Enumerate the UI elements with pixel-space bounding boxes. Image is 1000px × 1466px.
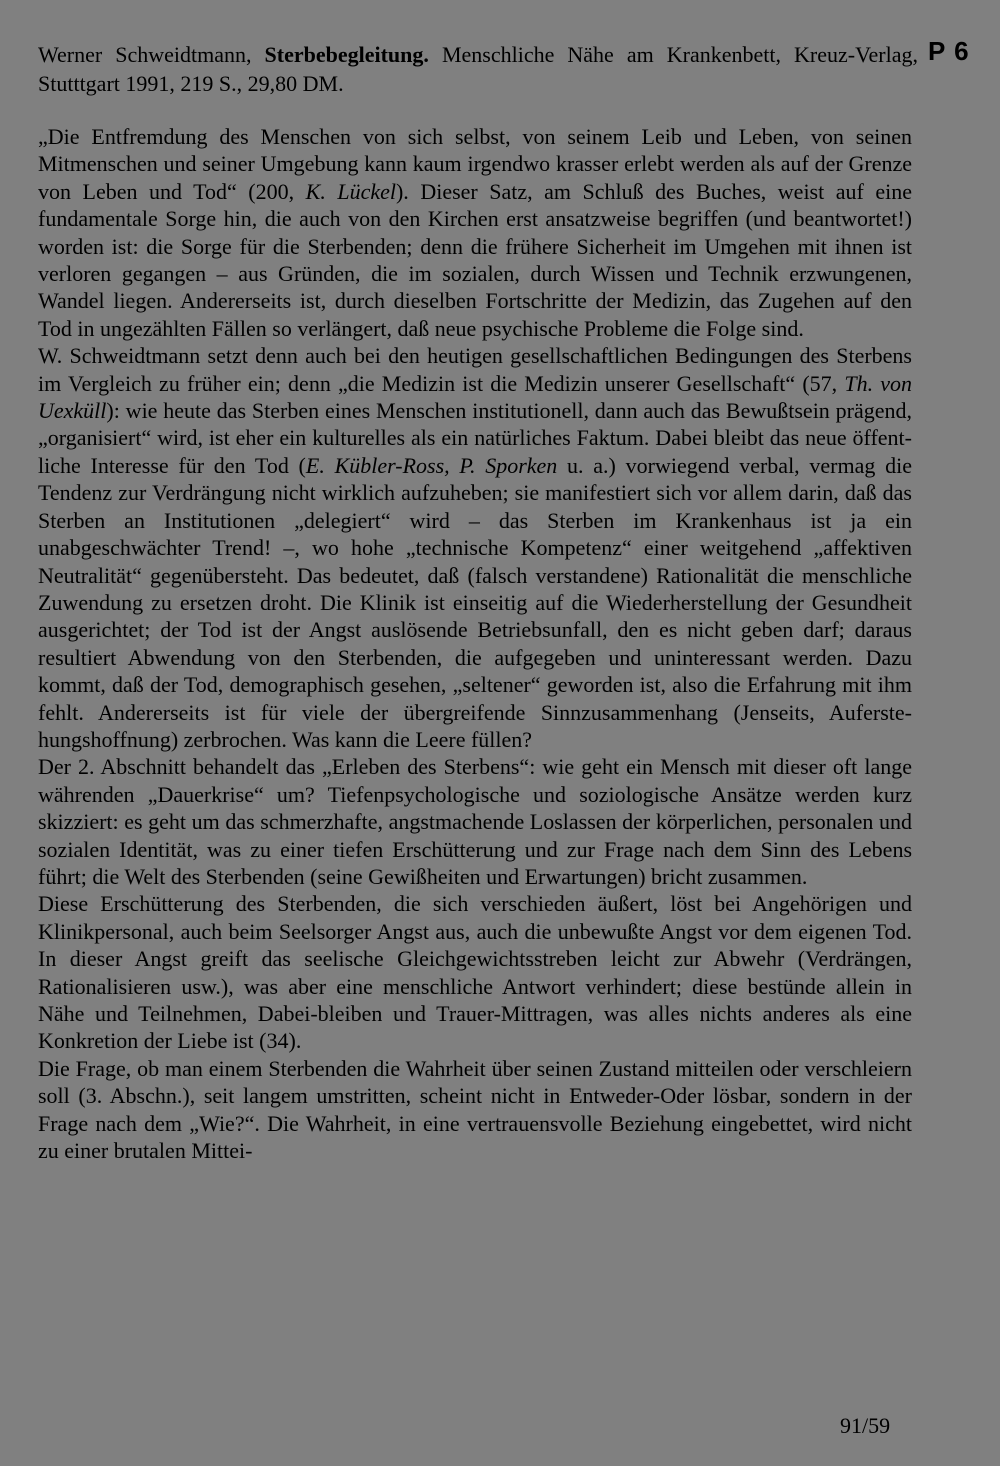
page-number: 91/59 [840, 1413, 891, 1438]
page-label: P 6 [928, 36, 970, 66]
text-run: u. a.) vorwiegend verbal, vermag die Tendenz zur Verdrängung nicht wirklich aufzuheben; sie manifestiert sich vor allem darin, daß das Sterben an Institutionen „delegiert“ wird – das Sterben im Krankenhaus ist ja ein unabgeschwächter Trend! –, wo hohe „technische Kompetenz“ einer weitgehend „affektiven Neutralität“ gegenübersteht. Das bedeutet, daß (falsch verstandene) Rationalität die menschliche Zuwendung zu ersetzen droht. Die Klinik ist einseitig auf die Wiederherstellung der Gesundheit ausgerichtet; der Tod ist der Angst auslösende Betriebsunfall, den es nicht geben darf; daraus resultiert Abwendung von den Sterbenden, die aufgegeben und uninteressant werden. Dazu kommt, daß der Tod, demographisch gesehen, „seltener“ geworden ist, also die Erfahrung mit ihm fehlt. Andererseits ist für viele der übergreifende Sinnzusammenhang (Jenseits, Auferstehungshoffnung) zerbrochen. Was kann die Leere füllen? [38, 452, 913, 752]
bibliographic-header [38, 40, 918, 98]
text-run: Der 2. Abschnitt behandelt das „Erleben des Sterbens“: wie geht ein Mensch mit dieser oft lange währenden „Dauerkrise“ um? Tiefenpsychologische und soziologische Ansätze werden kurz skizziert: es geht um das schmerzhafte, angstmachende Loslassen der körperlichen, personalen und sozialen Identität, was zu einer tiefen Erschütterung und zur Frage nach dem Sinn des Lebens führt; die Welt des Sterbenden (seine Gewißheiten und Erwartungen) bricht zusammen. [38, 754, 912, 889]
text-run: W. Schweidtmann setzt denn auch bei den heutigen gesellschaftlichen Bedingungen des Sterbens im Vergleich zu früher ein; denn „die Medizin ist die Medizin unserer Gesellschaft“ (57, [38, 343, 912, 396]
text-run: Diese Erschütterung des Sterbenden, die sich verschieden äußert, löst bei Angehörigen und Klinikpersonal, auch beim Seelsorger Angst aus, auch die unbewußte Angst vor dem eigenen Tod. In dieser Angst greift das seelische Gleichgewichtsstreben leicht zur Abwehr (Verdrängen, Rationalisieren usw.), was aber eine menschliche Antwort verhindert; diese bestünde allein in Nähe und Teilnehmen, Dabei-bleiben und Trauer-Mittragen, was alles nichts anderes als eine Konkretion der Liebe ist (34). [38, 891, 912, 1054]
paragraph-1 [38, 123, 912, 342]
paragraph-5 [38, 1055, 912, 1165]
italic-name: Th. von Uexküll [38, 370, 912, 424]
text-run: Die Frage, ob man einem Sterbenden die Wahrheit über seinen Zustand mitteilen oder verschleiern soll (3. Abschn.), seit langem umstritten, scheint nicht in Entweder-Oder lösbar, sondern in der Frage nach dem „Wie?“. Die Wahrheit, in eine vertrauensvolle Beziehung eingebettet, wird nicht zu einer brutalen Mittei- [38, 1055, 912, 1164]
text-run: ): wie heute das Sterben eines Menschen institutionell, dann auch das Bewußtsein prägend, „organisiert“ wird, ist eher ein kulturelles als ein natürliches Faktum. Dabei bleibt das neue öffentliche Interesse für den Tod ( [38, 398, 912, 478]
book-title: Sterbebegleitung. [264, 42, 429, 67]
text-run: „Die Entfremdung des Menschen von sich selbst, von seinem Leib und Leben, von seinen Mitmenschen und seiner Umgebung kann kaum irgendwo krasser erlebt werden als auf der Grenze von Leben und Tod“ (200, [38, 124, 912, 204]
book-subtitle: Menschliche Nähe am Krankenbett, [428, 42, 794, 67]
paragraph-2 [38, 342, 912, 753]
paragraph-3 [38, 753, 912, 890]
italic-name: E. Kübler-Ross, P. Sporken [305, 452, 558, 478]
author: Werner Schweidtmann, [38, 42, 265, 67]
review-body [38, 123, 912, 1164]
publication-info: Kreuz-Verlag, Stutttgart 1991, 219 S., 29,80 DM. [38, 42, 918, 96]
paragraph-4 [38, 890, 912, 1054]
text-run: ). Dieser Satz, am Schluß des Buches, weist auf eine fundamentale Sorge hin, die auch von den Kirchen erst ansatzweise begriffen (und beantwortet!) worden ist: die Sorge für die Sterbenden; denn die frühere Sicherheit im Umgehen mit ihnen ist verloren gegangen – aus Gründen, die im sozialen, durch Wissen und Technik erzwungenen, Wandel liegen. Andererseits ist, durch dieselben Fortschritte der Medizin, das Zugehen auf den Tod in ungezählten Fällen so verlängert, daß neue psychische Probleme die Folge sind. [38, 178, 912, 341]
italic-name: K. Lückel [305, 178, 396, 204]
